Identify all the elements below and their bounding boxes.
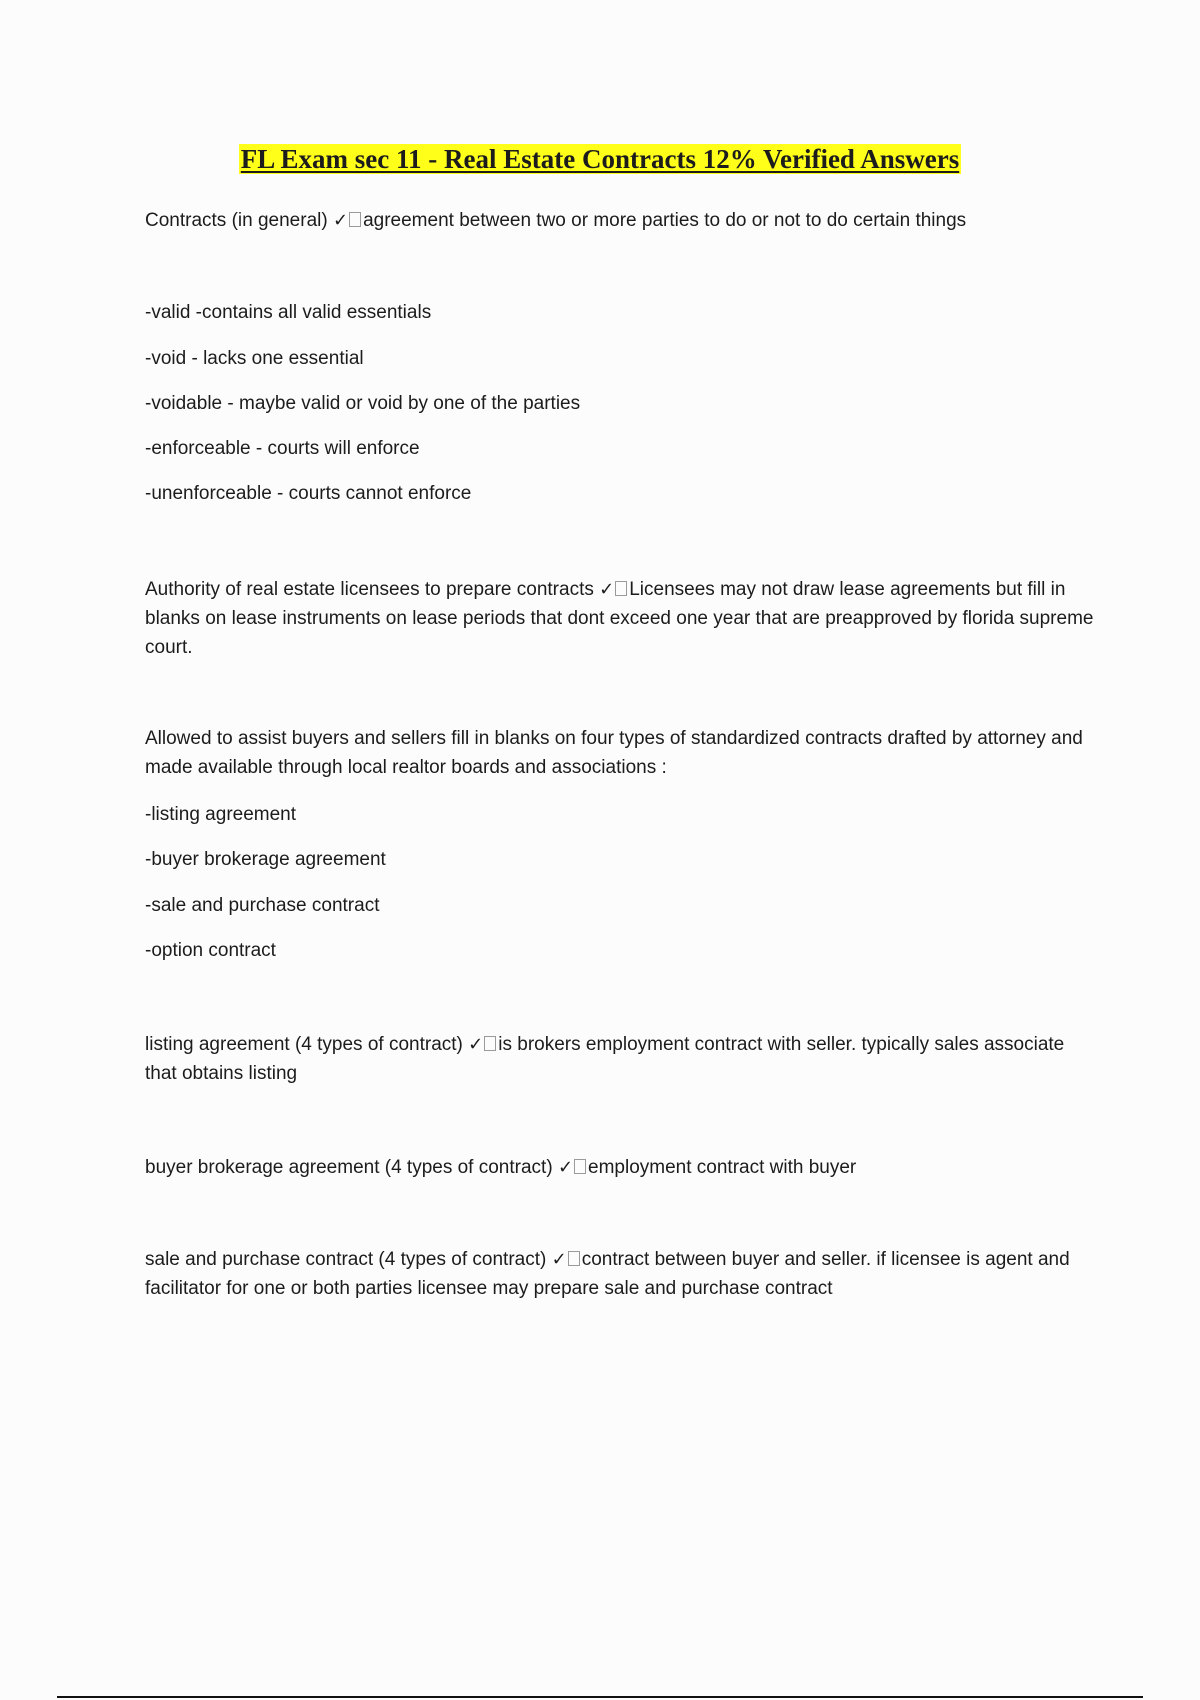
entry-listing-agreement: [145, 1030, 1095, 1088]
footer-divider: [57, 1696, 1143, 1698]
definition: contract between buyer and seller. if licensee is agent and facilitator for one or both parties licensee may prepare sale and purchase contract: [145, 1249, 1070, 1299]
list-item: -voidable - maybe valid or void by one of the parties: [145, 393, 581, 414]
list-item: -listing agreement: [145, 804, 297, 825]
check-mark-icon: ✓: [332, 210, 349, 231]
list-item: -enforceable - courts will enforce: [145, 438, 420, 459]
missing-glyph-icon: [568, 1251, 580, 1266]
term: sale and purchase contract (4 types of contract): [145, 1249, 547, 1270]
missing-glyph-icon: [484, 1036, 496, 1051]
missing-glyph-icon: [349, 212, 361, 227]
term: Contracts (in general): [145, 210, 328, 231]
check-mark-icon: ✓: [551, 1249, 567, 1270]
term: listing agreement (4 types of contract): [145, 1034, 463, 1055]
term: Authority of real estate licensees to prepare contracts: [145, 579, 594, 600]
check-mark-icon: ✓: [468, 1034, 484, 1055]
entry-contracts: [145, 206, 1095, 235]
list-item: -valid -contains all valid essentials: [145, 302, 432, 323]
definition: employment contract with buyer: [588, 1157, 857, 1178]
term: buyer brokerage agreement (4 types of contract): [145, 1157, 553, 1178]
entry-sale-purchase: [145, 1245, 1095, 1303]
entry-buyer-brokerage: [145, 1153, 1095, 1182]
definition: Licensees may not draw lease agreements but fill in blanks on lease instruments on lease periods that dont exceed one year that are preapproved by florida supreme court.: [145, 579, 1094, 658]
missing-glyph-icon: [615, 581, 627, 596]
entry-allowed: Allowed to assist buyers and sellers fill in blanks on four types of standardized contracts drafted by attorney and made available through local realtor boards and associations :: [145, 728, 1083, 778]
entry-authority: [145, 575, 1095, 662]
list-item: -unenforceable - courts cannot enforce: [145, 483, 472, 504]
definition: agreement between two or more parties to do or not to do certain things: [363, 210, 967, 231]
list-item: -option contract: [145, 940, 276, 961]
document-title: FL Exam sec 11 - Real Estate Contracts 12% Verified Answers: [240, 144, 960, 174]
missing-glyph-icon: [574, 1159, 586, 1174]
check-mark-icon: ✓: [557, 1157, 574, 1178]
check-mark-icon: ✓: [599, 579, 615, 600]
definition: is brokers employment contract with seller. typically sales associate that obtains listing: [145, 1034, 1065, 1084]
list-item: -buyer brokerage agreement: [145, 849, 386, 870]
list-item: -void - lacks one essential: [145, 348, 364, 369]
list-item: -sale and purchase contract: [145, 895, 380, 916]
